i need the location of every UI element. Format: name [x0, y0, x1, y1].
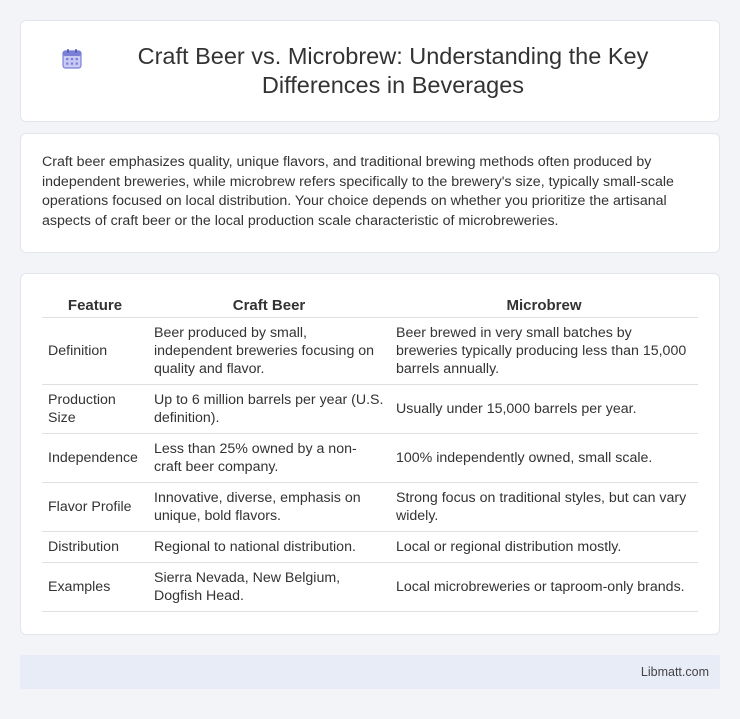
feature-cell: Definition: [42, 318, 148, 385]
microbrew-cell: Strong focus on traditional styles, but can vary widely.: [390, 483, 698, 532]
header-feature: Feature: [42, 296, 148, 318]
comparison-table: [42, 296, 698, 612]
feature-cell: Examples: [42, 563, 148, 612]
table-row: [42, 483, 698, 532]
craft-beer-cell: Beer produced by small, independent breweries focusing on quality and flavor.: [148, 318, 390, 385]
table-row: [42, 563, 698, 612]
table-row: [42, 385, 698, 434]
feature-cell: Distribution: [42, 532, 148, 563]
microbrew-cell: 100% independently owned, small scale.: [390, 434, 698, 483]
title-wrap: [60, 42, 680, 100]
microbrew-cell: Beer brewed in very small batches by breweries typically producing less than 15,000 barrels annually.: [390, 318, 698, 385]
craft-beer-cell: Sierra Nevada, New Belgium, Dogfish Head.: [148, 563, 390, 612]
header-microbrew: Microbrew: [390, 296, 698, 318]
feature-cell: Independence: [42, 434, 148, 483]
calendar-icon: [60, 47, 84, 71]
craft-beer-cell: Less than 25% owned by a non-craft beer company.: [148, 434, 390, 483]
footer: [20, 655, 720, 689]
intro-card: [20, 133, 720, 253]
table-row: [42, 434, 698, 483]
craft-beer-cell: Regional to national distribution.: [148, 532, 390, 563]
intro-paragraph: Craft beer emphasizes quality, unique flavors, and traditional brewing methods often produced by independent breweries, while microbrew refers specifically to the brewery's size, typically small-scale operations focused on local distribution. Your choice depends on whether you prioritize the artisanal aspects of craft beer or the local production scale characteristic of microbreweries.: [42, 154, 674, 229]
microbrew-cell: Local microbreweries or taproom-only brands.: [390, 563, 698, 612]
microbrew-cell: Local or regional distribution mostly.: [390, 532, 698, 563]
footer-site-link[interactable]: Libmatt.com: [640, 665, 709, 679]
header-craft-beer: Craft Beer: [148, 296, 390, 318]
table-row: [42, 532, 698, 563]
table-header-row: [42, 296, 698, 318]
craft-beer-cell: Innovative, diverse, emphasis on unique, bold flavors.: [148, 483, 390, 532]
page-title: Craft Beer vs. Microbrew: Understanding the Key Differences in Beverages: [137, 43, 649, 98]
feature-cell: Production Size: [42, 385, 148, 434]
craft-beer-cell: Up to 6 million barrels per year (U.S. definition).: [148, 385, 390, 434]
feature-cell: Flavor Profile: [42, 483, 148, 532]
microbrew-cell: Usually under 15,000 barrels per year.: [390, 385, 698, 434]
table-row: [42, 318, 698, 385]
comparison-table-card: [20, 273, 720, 635]
title-card: [20, 20, 720, 122]
